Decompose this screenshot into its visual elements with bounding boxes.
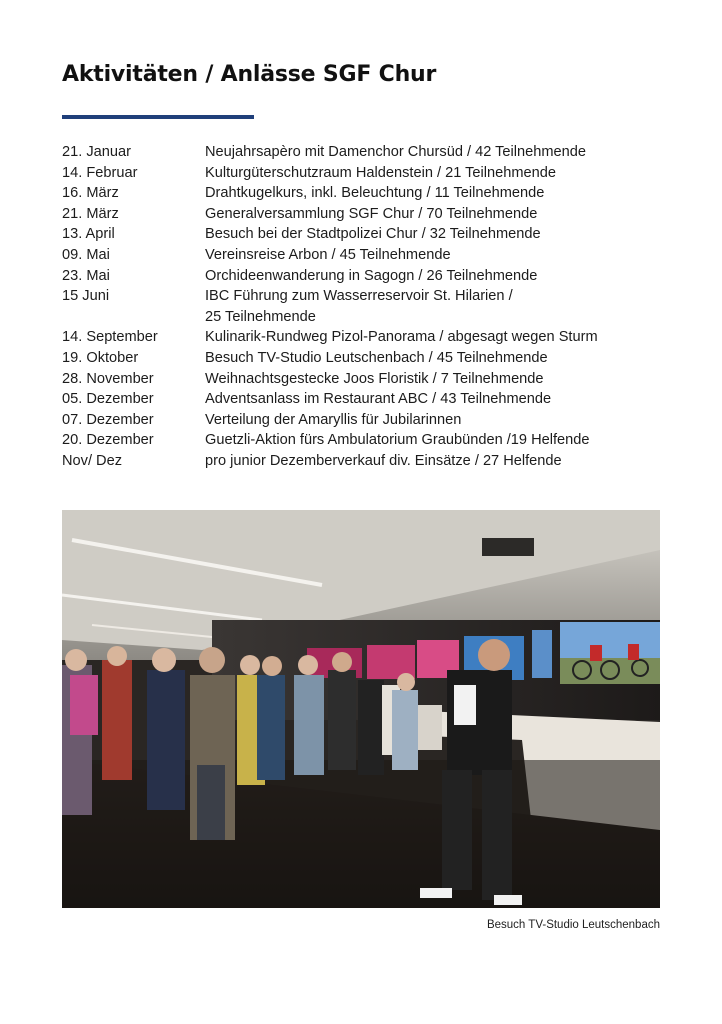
activity-row (62, 327, 662, 348)
activity-date: 21. Januar (62, 144, 131, 160)
event-photo (62, 510, 660, 908)
activity-row (62, 266, 662, 287)
activity-description: Vereinsreise Arbon / 45 Teilnehmende (205, 246, 451, 263)
activity-date: 21. März (62, 205, 119, 222)
activity-date: 07. Dezember (62, 411, 154, 428)
activity-date: 28. November (62, 370, 154, 387)
activity-date: Nov/ Dez (62, 452, 123, 469)
activity-row (62, 389, 662, 410)
activity-description: IBC Führung zum Wasserreservoir St. Hilarien / 25 Teilnehmende (205, 288, 513, 325)
activity-row (62, 369, 662, 390)
activity-row (62, 224, 662, 245)
activity-description: Drahtkugelkurs, inkl. Beleuchtung / 11 Teilnehmende (205, 185, 545, 202)
activity-description: Adventsanlass im Restaurant ABC / 43 Teilnehmende (205, 391, 552, 408)
activity-description: Weihnachtsgestecke Joos Floristik / 7 Teilnehmende (205, 370, 544, 387)
activity-row (62, 163, 662, 184)
activity-row (62, 430, 662, 451)
activity-description: Generalversammlung SGF Chur / 70 Teilnehmende (205, 205, 538, 222)
activity-date: 23. Mai (62, 267, 110, 284)
activity-row (62, 204, 662, 225)
title-underline (62, 115, 254, 119)
photo-caption: Besuch TV-Studio Leutschenbach (486, 919, 660, 931)
activity-date: 16. März (62, 185, 119, 202)
activity-description: Besuch bei der Stadtpolizei Chur / 32 Teilnehmende (205, 226, 541, 243)
activity-description: Neujahrsapèro mit Damenchor Chursüd / 42 Teilnehmende (205, 144, 586, 160)
activity-description: Orchideenwanderung in Sagogn / 26 Teilnehmende (205, 267, 538, 284)
activity-date: 05. Dezember (62, 391, 154, 408)
activity-row (62, 286, 662, 327)
activity-row (62, 451, 662, 472)
activity-date: 09. Mai (62, 246, 110, 263)
activity-list (62, 142, 662, 472)
activity-description: Kulturgüterschutzraum Haldenstein / 21 Teilnehmende (205, 164, 556, 181)
activity-description: Besuch TV-Studio Leutschenbach / 45 Teilnehmende (205, 349, 548, 366)
activity-date: 14. Februar (62, 164, 138, 181)
activity-date: 19. Oktober (62, 349, 139, 366)
activity-row (62, 142, 662, 163)
activity-row (62, 348, 662, 369)
tv-studio-photo-illustration (62, 510, 660, 908)
activity-description: pro junior Dezemberverkauf div. Einsätze / 27 Helfende (205, 452, 562, 469)
activity-description: Kulinarik-Rundweg Pizol-Panorama / abgesagt wegen Sturm (205, 329, 598, 346)
activity-date: 14. September (62, 329, 158, 346)
activity-date: 13. April (62, 226, 115, 243)
activity-row (62, 410, 662, 431)
activity-row (62, 183, 662, 204)
activity-date: 20. Dezember (62, 432, 154, 449)
activity-date: 15 Juni (62, 288, 110, 305)
page-title: Aktivitäten / Anlässe SGF Chur (62, 62, 437, 87)
activity-row (62, 245, 662, 266)
activity-description: Verteilung der Amaryllis für Jubilarinnen (205, 411, 462, 428)
activity-description: Guetzli-Aktion fürs Ambulatorium Graubünden /19 Helfende (205, 432, 590, 449)
